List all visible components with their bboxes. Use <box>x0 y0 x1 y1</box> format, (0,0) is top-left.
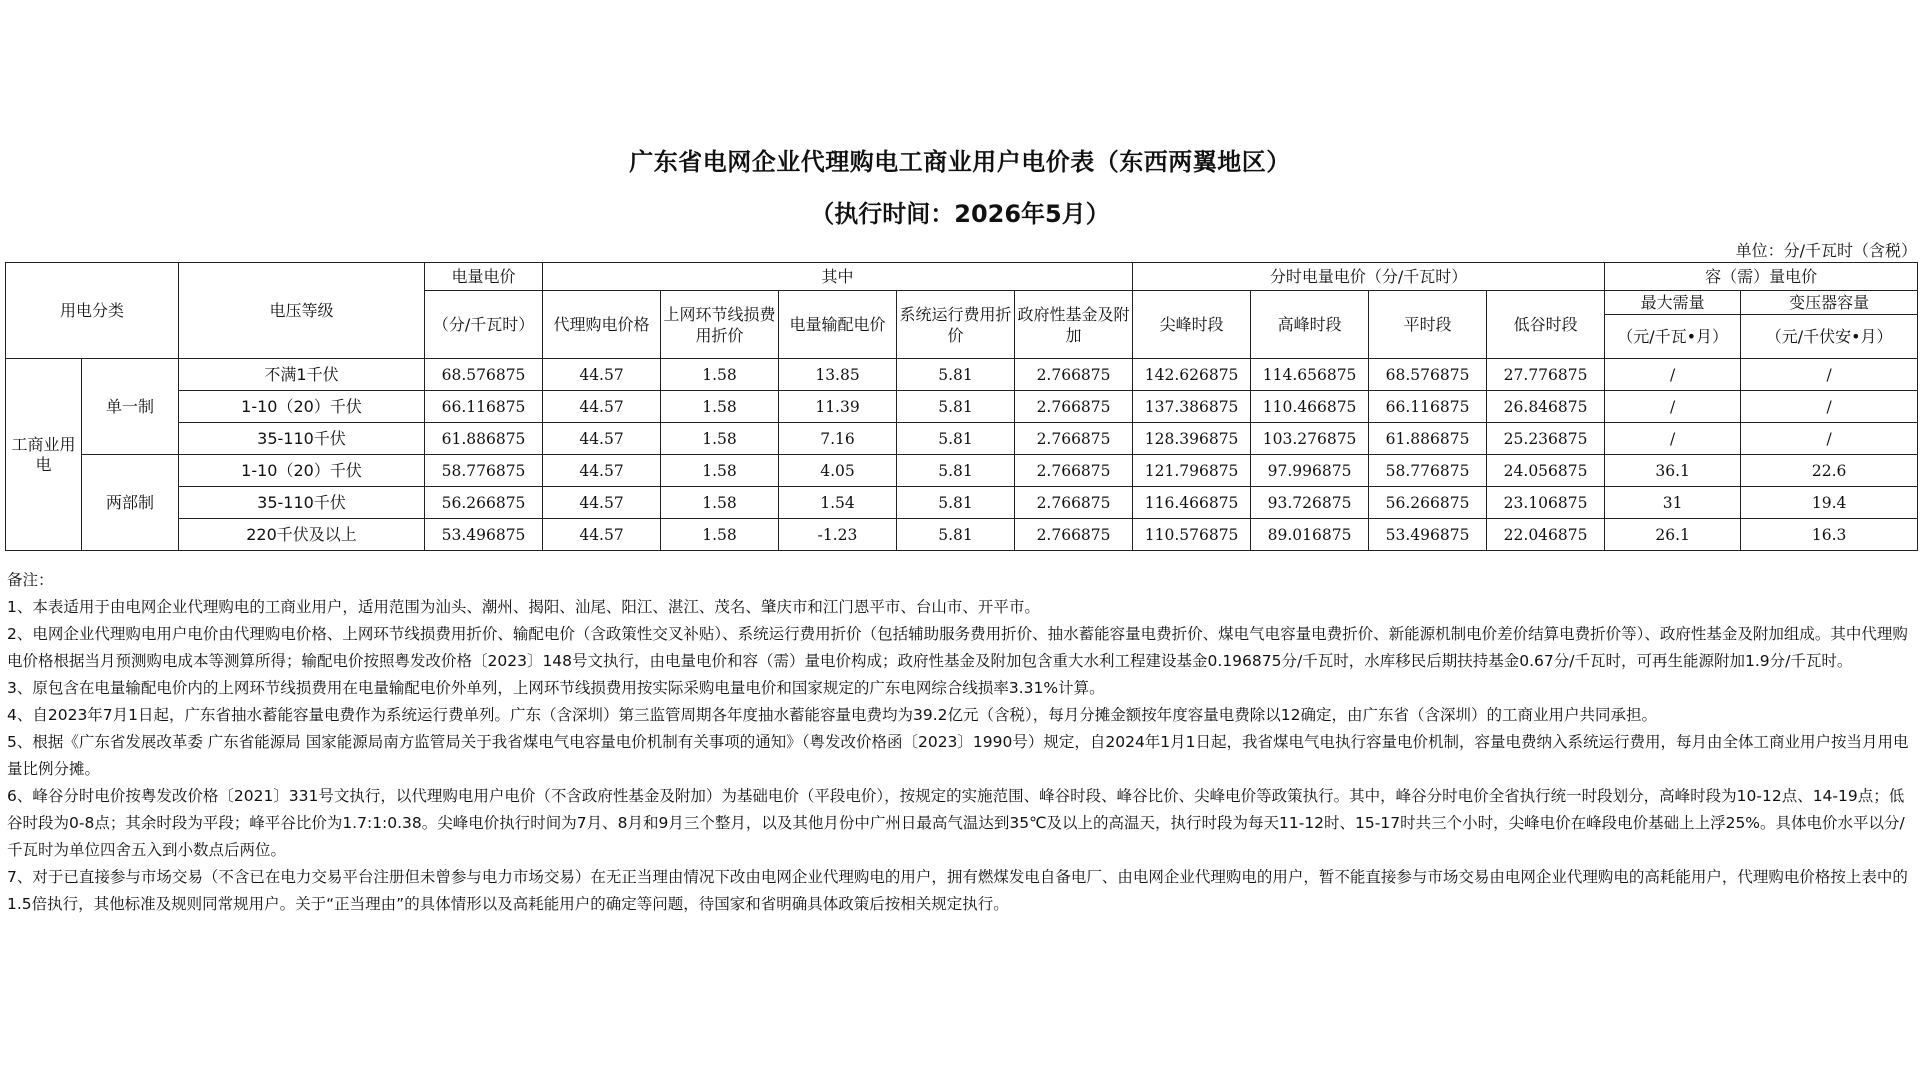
note-item: 5、根据《广东省发展改革委 广东省能源局 国家能源局南方监管局关于我省煤电气电容量电价机制有关事项的通知》（粤发改价格函〔2023〕1990号）规定，自2024年1月1日起，我省煤电气电执行容量电价机制，容量电费纳入系统运行费用，每月由全体工商业用户按当月用电量比例分摊。 <box>7 733 1909 778</box>
cell-trans: -1.23 <box>779 519 897 551</box>
cell-peak: 97.996875 <box>1251 455 1369 487</box>
cell-loss: 1.58 <box>661 455 779 487</box>
notes-heading: 备注： <box>7 571 54 589</box>
cell-valley: 23.106875 <box>1487 487 1605 519</box>
cell-peak: 110.466875 <box>1251 391 1369 423</box>
cell-trans: 13.85 <box>779 359 897 391</box>
cell-transformer: 22.6 <box>1741 455 1918 487</box>
cell-sys: 5.81 <box>897 423 1015 455</box>
cell-peak: 93.726875 <box>1251 487 1369 519</box>
group-label: 两部制 <box>82 455 179 551</box>
table-row <box>6 519 1918 551</box>
page-subtitle: （执行时间：2026年5月） <box>810 200 1110 228</box>
cell-demand: / <box>1605 423 1741 455</box>
cell-transformer: / <box>1741 359 1918 391</box>
cell-transformer: / <box>1741 391 1918 423</box>
header-of-which: 其中 <box>543 263 1133 291</box>
cell-fund: 2.766875 <box>1015 423 1133 455</box>
cell-sys: 5.81 <box>897 359 1015 391</box>
header-capacity: 容（需）量电价 <box>1605 263 1918 291</box>
cell-loss: 1.58 <box>661 487 779 519</box>
cell-energy: 53.496875 <box>425 519 543 551</box>
cell-trans: 4.05 <box>779 455 897 487</box>
header-row-1 <box>6 263 1918 291</box>
table-row <box>6 455 1918 487</box>
cell-voltage: 1-10（20）千伏 <box>179 455 425 487</box>
cell-sys: 5.81 <box>897 519 1015 551</box>
cell-valley: 27.776875 <box>1487 359 1605 391</box>
table-row <box>6 359 1918 391</box>
header-transmission-price: 电量输配电价 <box>779 291 897 359</box>
cell-demand: / <box>1605 391 1741 423</box>
cell-peak: 89.016875 <box>1251 519 1369 551</box>
cell-fund: 2.766875 <box>1015 391 1133 423</box>
cell-fund: 2.766875 <box>1015 359 1133 391</box>
cell-flat: 61.886875 <box>1369 423 1487 455</box>
cell-sharp: 121.796875 <box>1133 455 1251 487</box>
cell-sys: 5.81 <box>897 487 1015 519</box>
cell-loss: 1.58 <box>661 391 779 423</box>
cell-flat: 68.576875 <box>1369 359 1487 391</box>
cell-energy: 68.576875 <box>425 359 543 391</box>
cell-demand: 36.1 <box>1605 455 1741 487</box>
header-gov-fund: 政府性基金及附加 <box>1015 291 1133 359</box>
cell-transformer: 19.4 <box>1741 487 1918 519</box>
cell-sharp: 110.576875 <box>1133 519 1251 551</box>
cell-peak: 103.276875 <box>1251 423 1369 455</box>
cell-transformer: / <box>1741 423 1918 455</box>
header-peak: 高峰时段 <box>1251 291 1369 359</box>
cell-valley: 22.046875 <box>1487 519 1605 551</box>
cell-demand: 31 <box>1605 487 1741 519</box>
cell-demand: / <box>1605 359 1741 391</box>
cell-voltage: 35-110千伏 <box>179 423 425 455</box>
note-item: 4、自2023年7月1日起，广东省抽水蓄能容量电费作为系统运行费单列。广东（含深圳）第三监管周期各年度抽水蓄能容量电费均为39.2亿元（含税），每月分摊金额按年度容量电费除以12确定，由广东省（含深圳）的工商业用户共同承担。 <box>7 706 1658 724</box>
cell-demand: 26.1 <box>1605 519 1741 551</box>
cell-energy: 56.266875 <box>425 487 543 519</box>
category-main: 工商业用电 <box>6 359 82 551</box>
page-title: 广东省电网企业代理购电工商业用户电价表（东西两翼地区） <box>629 148 1291 176</box>
cell-fund: 2.766875 <box>1015 455 1133 487</box>
cell-sys: 5.81 <box>897 455 1015 487</box>
cell-sys: 5.81 <box>897 391 1015 423</box>
cell-flat: 53.496875 <box>1369 519 1487 551</box>
cell-sharp: 137.386875 <box>1133 391 1251 423</box>
cell-voltage: 220千伏及以上 <box>179 519 425 551</box>
note-item: 1、本表适用于由电网企业代理购电的工商业用户，适用范围为汕头、潮州、揭阳、汕尾、阳江、湛江、茂名、肇庆市和江门恩平市、台山市、开平市。 <box>7 598 1040 616</box>
cell-loss: 1.58 <box>661 359 779 391</box>
cell-flat: 56.266875 <box>1369 487 1487 519</box>
table-row <box>6 487 1918 519</box>
header-tou: 分时电量电价（分/千瓦时） <box>1133 263 1605 291</box>
cell-sharp: 116.466875 <box>1133 487 1251 519</box>
cell-valley: 25.236875 <box>1487 423 1605 455</box>
header-agency-price: 代理购电价格 <box>543 291 661 359</box>
cell-valley: 26.846875 <box>1487 391 1605 423</box>
cell-loss: 1.58 <box>661 423 779 455</box>
cell-agency: 44.57 <box>543 391 661 423</box>
header-energy-price: 电量电价 <box>425 263 543 291</box>
note-item: 2、电网企业代理购电用户电价由代理购电价格、上网环节线损费用折价、输配电价（含政策性交叉补贴）、系统运行费用折价（包括辅助服务费用折价、抽水蓄能容量电费折价、煤电气电容量电费折价、新能源机制电价差价结算电费折价等）、政府性基金及附加组成。其中代理购电价格根据当月预测购电成本等测算所得；输配电价按照粤发改价格〔2023〕148号文执行，由电量电价和容（需）量电价构成；政府性基金及附加包含重大水利工程建设基金0.196875分/千瓦时，水库移民后期扶持基金0.67分/千瓦时，可再生能源附加1.9分/千瓦时。 <box>7 625 1908 670</box>
cell-sharp: 142.626875 <box>1133 359 1251 391</box>
cell-agency: 44.57 <box>543 359 661 391</box>
cell-agency: 44.57 <box>543 487 661 519</box>
cell-fund: 2.766875 <box>1015 487 1133 519</box>
cell-flat: 58.776875 <box>1369 455 1487 487</box>
header-voltage: 电压等级 <box>179 263 425 359</box>
header-transformer-unit: （元/千伏安•月） <box>1741 315 1918 359</box>
cell-trans: 7.16 <box>779 423 897 455</box>
cell-voltage: 不满1千伏 <box>179 359 425 391</box>
unit-label: 单位：分/千瓦时（含税） <box>1735 241 1917 260</box>
cell-energy: 58.776875 <box>425 455 543 487</box>
header-system-cost: 系统运行费用折价 <box>897 291 1015 359</box>
note-item: 7、对于已直接参与市场交易（不含已在电力交易平台注册但未曾参与电力市场交易）在无正当理由情况下改由电网企业代理购电的用户，拥有燃煤发电自备电厂、由电网企业代理购电的用户，暂不能直接参与市场交易由电网企业代理购电的高耗能用户，代理购电价格按上表中的1.5倍执行，其他标准及规则同常规用户。关于“正当理由”的具体情形以及高耗能用户的确定等问题，待国家和省明确具体政策后按相关规定执行。 <box>7 868 1908 913</box>
note-item: 3、原包含在电量输配电价内的上网环节线损费用在电量输配电价外单列，上网环节线损费用按实际采购电量电价和国家规定的广东电网综合线损率3.31%计算。 <box>7 679 1105 697</box>
cell-flat: 66.116875 <box>1369 391 1487 423</box>
header-sharp-peak: 尖峰时段 <box>1133 291 1251 359</box>
cell-peak: 114.656875 <box>1251 359 1369 391</box>
header-loss-price: 上网环节线损费用折价 <box>661 291 779 359</box>
cell-sharp: 128.396875 <box>1133 423 1251 455</box>
cell-trans: 11.39 <box>779 391 897 423</box>
price-table <box>5 262 1918 551</box>
header-energy-price-unit: （分/千瓦时） <box>425 291 543 359</box>
header-valley: 低谷时段 <box>1487 291 1605 359</box>
cell-loss: 1.58 <box>661 519 779 551</box>
cell-fund: 2.766875 <box>1015 519 1133 551</box>
header-flat: 平时段 <box>1369 291 1487 359</box>
cell-voltage: 35-110千伏 <box>179 487 425 519</box>
cell-voltage: 1-10（20）千伏 <box>179 391 425 423</box>
header-category: 用电分类 <box>6 263 179 359</box>
table-row <box>6 423 1918 455</box>
notes <box>7 567 1912 918</box>
header-max-demand: 最大需量 <box>1605 291 1741 315</box>
cell-agency: 44.57 <box>543 519 661 551</box>
cell-valley: 24.056875 <box>1487 455 1605 487</box>
header-max-demand-unit: （元/千瓦•月） <box>1605 315 1741 359</box>
cell-energy: 66.116875 <box>425 391 543 423</box>
table-row <box>6 391 1918 423</box>
note-item: 6、峰谷分时电价按粤发改价格〔2021〕331号文执行，以代理购电用户电价（不含政府性基金及附加）为基础电价（平段电价），按规定的实施范围、峰谷时段、峰谷比价、尖峰电价等政策执行。其中，峰谷分时电价全省执行统一时段划分，高峰时段为10-12点、14-19点；低谷时段为0-8点；其余时段为平段；峰平谷比价为1.7:1:0.38。尖峰电价执行时间为7月、8月和9月三个整月，以及其他月份中广州日最高气温达到35℃及以上的高温天，执行时段为每天11-12时、15-17时共三个小时，尖峰电价在峰段电价基础上上浮25%。具体电价水平以分/千瓦时为单位四舍五入到小数点后两位。 <box>7 787 1905 859</box>
group-label: 单一制 <box>82 359 179 455</box>
cell-agency: 44.57 <box>543 455 661 487</box>
cell-transformer: 16.3 <box>1741 519 1918 551</box>
cell-energy: 61.886875 <box>425 423 543 455</box>
cell-trans: 1.54 <box>779 487 897 519</box>
cell-agency: 44.57 <box>543 423 661 455</box>
header-transformer: 变压器容量 <box>1741 291 1918 315</box>
